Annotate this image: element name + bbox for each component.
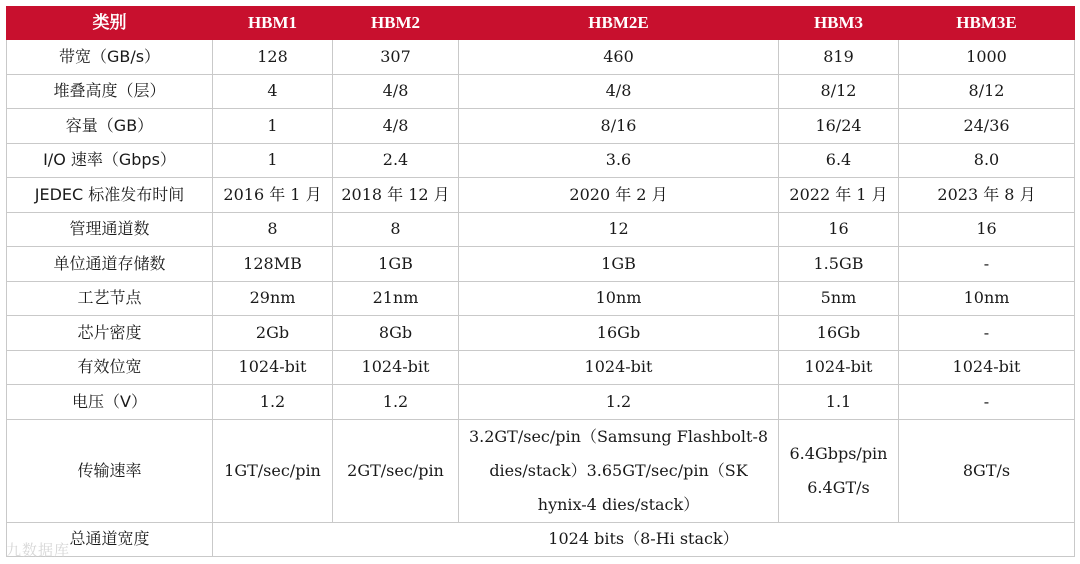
row-label: JEDEC 标准发布时间: [7, 178, 213, 213]
table-cell: 8/12: [779, 74, 899, 109]
table-cell: 8: [213, 212, 333, 247]
header-hbm3: HBM3: [779, 7, 899, 40]
table-cell: 1.5GB: [779, 247, 899, 282]
table-cell: 16: [779, 212, 899, 247]
table-cell: 128MB: [213, 247, 333, 282]
table-row: [7, 281, 1075, 316]
table-cell: 21nm: [333, 281, 459, 316]
table-cell: 3.6: [459, 143, 779, 178]
table-cell: 819: [779, 40, 899, 75]
table-cell: 1.2: [213, 385, 333, 420]
table-cell: 1: [213, 143, 333, 178]
table-cell: 8GT/s: [899, 419, 1075, 522]
table-cell-multiline: [459, 419, 779, 522]
table-cell: 1GB: [459, 247, 779, 282]
table-cell: 8Gb: [333, 316, 459, 351]
cell-line: dies/stack）3.65GT/sec/pin（SK: [489, 460, 748, 480]
table-cell: 1024-bit: [333, 350, 459, 385]
row-label: I/O 速率（Gbps）: [7, 143, 213, 178]
row-label: 单位通道存储数: [7, 247, 213, 282]
table-cell: 1.1: [779, 385, 899, 420]
table-cell: 4/8: [459, 74, 779, 109]
table-cell: 2022 年 1 月: [779, 178, 899, 213]
table-cell: 4/8: [333, 74, 459, 109]
row-label: 容量（GB）: [7, 109, 213, 144]
header-hbm1: HBM1: [213, 7, 333, 40]
table-cell: 1024-bit: [779, 350, 899, 385]
table-cell: -: [899, 247, 1075, 282]
table-row: [7, 350, 1075, 385]
table-cell: 16Gb: [779, 316, 899, 351]
table-cell: -: [899, 316, 1075, 351]
table-row: [7, 74, 1075, 109]
cell-line: 6.4GT/s: [807, 477, 870, 497]
row-label: 工艺节点: [7, 281, 213, 316]
table-cell: 2020 年 2 月: [459, 178, 779, 213]
table-cell: 6.4: [779, 143, 899, 178]
row-label: 管理通道数: [7, 212, 213, 247]
table-cell: 4: [213, 74, 333, 109]
table-row: [7, 385, 1075, 420]
table-cell: 8/12: [899, 74, 1075, 109]
table-cell: 460: [459, 40, 779, 75]
row-label: 总通道宽度: [7, 522, 213, 557]
table-cell: 2023 年 8 月: [899, 178, 1075, 213]
table-row-transfer-rate: [7, 419, 1075, 522]
table-cell: 128: [213, 40, 333, 75]
cell-line: 6.4Gbps/pin: [789, 443, 888, 463]
cell-line: hynix-4 dies/stack）: [537, 494, 700, 514]
table-cell: 2GT/sec/pin: [333, 419, 459, 522]
table-cell: 2.4: [333, 143, 459, 178]
table-cell: 10nm: [899, 281, 1075, 316]
row-label: 有效位宽: [7, 350, 213, 385]
cell-line: 3.2GT/sec/pin（Samsung Flashbolt-8: [468, 426, 769, 446]
row-label: 传输速率: [7, 419, 213, 522]
table-cell: 1GT/sec/pin: [213, 419, 333, 522]
table-cell: 8: [333, 212, 459, 247]
table-cell: 2Gb: [213, 316, 333, 351]
table-row: [7, 143, 1075, 178]
table-cell: 2018 年 12 月: [333, 178, 459, 213]
header-hbm2e: HBM2E: [459, 7, 779, 40]
header-hbm2: HBM2: [333, 7, 459, 40]
header-category: 类别: [7, 7, 213, 40]
table-cell: 2016 年 1 月: [213, 178, 333, 213]
table-row: [7, 212, 1075, 247]
table-cell: 1: [213, 109, 333, 144]
hbm-comparison-table: [6, 6, 1075, 557]
watermark: 九数据库: [6, 541, 71, 559]
table-cell: 24/36: [899, 109, 1075, 144]
table-cell: 1GB: [333, 247, 459, 282]
table-cell-merged: 1024 bits（8-Hi stack）: [213, 522, 1075, 557]
table-cell: 1024-bit: [213, 350, 333, 385]
table-cell: 10nm: [459, 281, 779, 316]
table-cell: 5nm: [779, 281, 899, 316]
table-cell: 16/24: [779, 109, 899, 144]
row-label: 带宽（GB/s）: [7, 40, 213, 75]
table-row: [7, 109, 1075, 144]
table-cell: 1.2: [333, 385, 459, 420]
table-cell-multiline: [779, 419, 899, 522]
table-cell: 8.0: [899, 143, 1075, 178]
table-cell: 16Gb: [459, 316, 779, 351]
table-row: [7, 247, 1075, 282]
header-row: [7, 7, 1075, 40]
header-hbm3e: HBM3E: [899, 7, 1075, 40]
table-cell: 1.2: [459, 385, 779, 420]
table-cell: 8/16: [459, 109, 779, 144]
table-row: [7, 40, 1075, 75]
table-cell: 1024-bit: [459, 350, 779, 385]
table-row: [7, 316, 1075, 351]
row-label: 电压（V）: [7, 385, 213, 420]
table-row-total-width: [7, 522, 1075, 557]
table-cell: 12: [459, 212, 779, 247]
table-cell: 1024-bit: [899, 350, 1075, 385]
table-cell: 1000: [899, 40, 1075, 75]
table-container: [6, 6, 1074, 557]
table-cell: -: [899, 385, 1075, 420]
row-label: 堆叠高度（层）: [7, 74, 213, 109]
row-label: 芯片密度: [7, 316, 213, 351]
table-cell: 307: [333, 40, 459, 75]
table-cell: 4/8: [333, 109, 459, 144]
table-cell: 29nm: [213, 281, 333, 316]
table-cell: 16: [899, 212, 1075, 247]
table-row: [7, 178, 1075, 213]
